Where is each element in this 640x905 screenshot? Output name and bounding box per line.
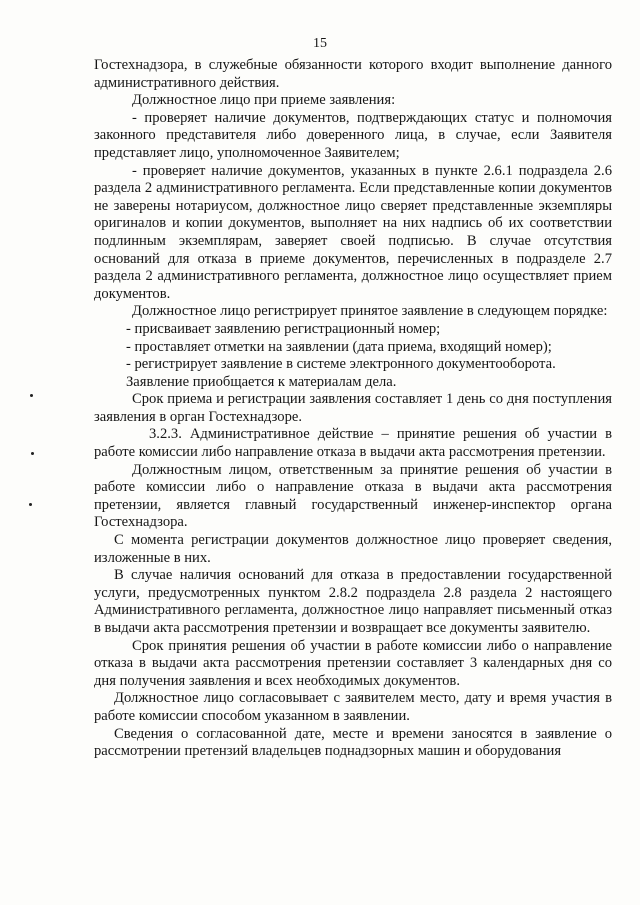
paragraph-check-information: С момента регистрации документов должностное лицо проверяет сведения, изложенные в них. bbox=[94, 532, 612, 566]
paragraph-intro-reception: Должностное лицо при приеме заявления: bbox=[132, 92, 396, 109]
document-body bbox=[94, 57, 612, 761]
scan-artifact-dot bbox=[30, 394, 33, 397]
scan-artifact-dot bbox=[29, 503, 32, 506]
paragraph-attach-to-file: Заявление приобщается к материалам дела. bbox=[126, 373, 397, 390]
paragraph-refusal-grounds: В случае наличия оснований для отказа в предоставлении государственной услуги, предусмотренных пунктом 2.8.2 подраздела 2.8 раздела 2 настоящего Административного регламента, должностное лицо направляет письменный отказ в выдачи акта рассмотрения претензии и возвращает все документы заявителю. bbox=[94, 567, 612, 636]
section-heading-3-2-3: 3.2.3. Административное действие – принятие решения об участии в работе комиссии либо направление отказа в выдачи акта рассмотрения претензии. bbox=[94, 426, 612, 461]
paragraph-responsible-official: Должностным лицом, ответственным за принятие решения об участии в работе комиссии либо о направление отказа в выдачи акта рассмотрения претензии, является главный государственный инженер-инспектор органа Гостехнадзора. bbox=[94, 461, 612, 531]
list-item-assign-number: - присваивает заявлению регистрационный номер; bbox=[126, 320, 441, 337]
paragraph-agree-schedule: Должностное лицо согласовывает с заявителем место, дату и время участия в работе комиссии способом указанном в заявлении. bbox=[94, 690, 612, 724]
paragraph-record-details: Сведения о согласованной дате, месте и времени заносятся в заявление о рассмотрении претензий владельцев поднадзорных машин и оборудования bbox=[94, 725, 612, 760]
scan-artifact-dot bbox=[31, 452, 34, 455]
list-item-put-marks: - проставляет отметки на заявлении (дата приема, входящий номер); bbox=[126, 338, 552, 355]
paragraph-check-authority: - проверяет наличие документов, подтверждающих статус и полномочия законного представителя либо доверенного лица, в случае, если Заявителя представляет лицо, уполномоченное Заявителем; bbox=[94, 109, 612, 161]
paragraph-decision-term: Срок принятия решения об участии в работе комиссии либо о направление отказа в выдачи акта рассмотрения претензии составляет 3 календарных дня со дня получения заявления и всех необходимых документов. bbox=[94, 637, 612, 689]
list-item-register-edms: - регистрирует заявление в системе электронного документооборота. bbox=[126, 356, 556, 373]
paragraph-registration-term: Срок приема и регистрации заявления составляет 1 день со дня поступления заявления в орган Гостехнадзоре. bbox=[94, 391, 612, 425]
page-number: 15 bbox=[313, 36, 327, 51]
paragraph-continuation: Гостехнадзора, в служебные обязанности которого входит выполнение данного административного действия. bbox=[94, 57, 612, 91]
paragraph-registration-order: Должностное лицо регистрирует принятое заявление в следующем порядке: bbox=[132, 303, 608, 320]
paragraph-check-documents: - проверяет наличие документов, указанных в пункте 2.6.1 подраздела 2.6 раздела 2 административного регламента. Если представленные копии документов не заверены нотариусом, должностное лицо сверяет представленные экземпляры оригиналов и копии документов, выполняет на них надпись об их соответствии подлинным экземплярам, заверяет своей подписью. В случае отсутствия оснований для отказа в приеме документов, перечисленных в подразделе 2.7 раздела 2 административного регламента, должностное лицо осуществляет прием документов. bbox=[94, 162, 612, 302]
